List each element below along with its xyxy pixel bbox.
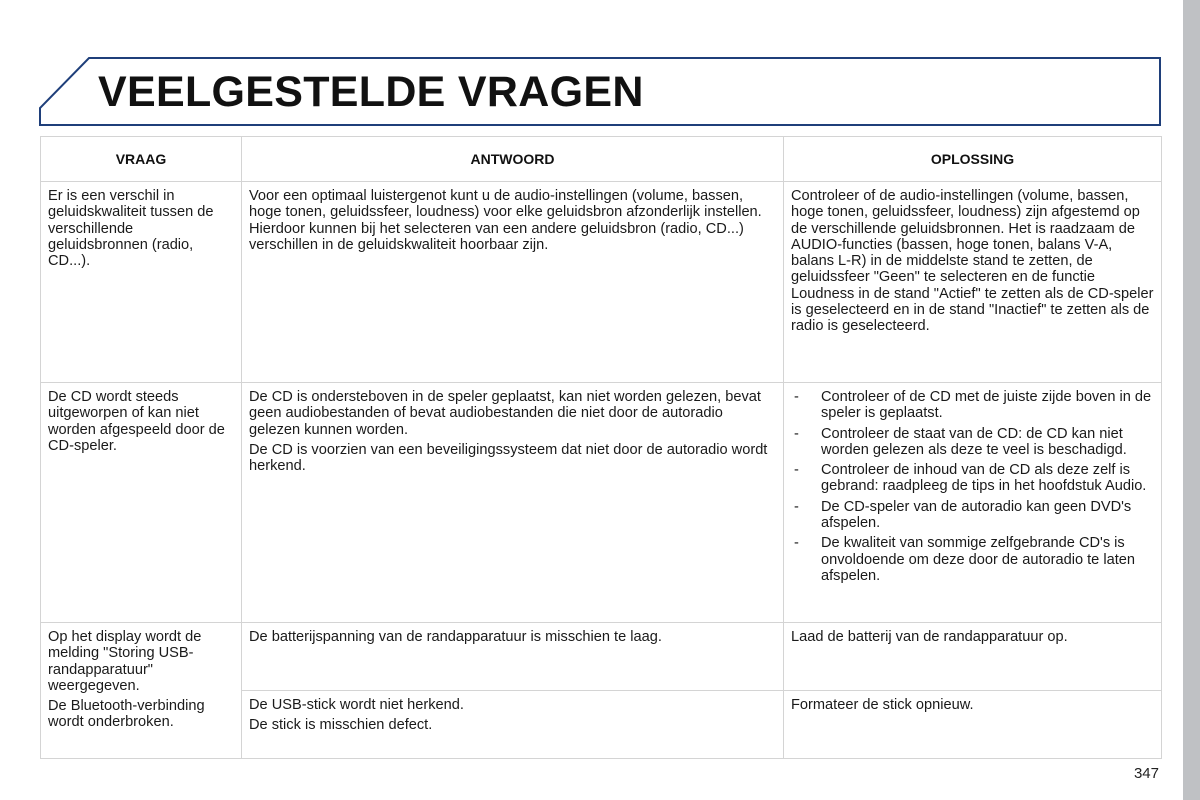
answer-text: Voor een optimaal luistergenot kunt u de audio-instellingen (volume, bassen, hoge tonen, geluidssfeer, loudness) voor elke geluidsbron afzonderlijk instellen. Hierdoor kunnen bij het selecteren van een andere geluidsbron (radio, CD...) verschillen in de geluidskwaliteit hoorbaar zijn. xyxy=(249,188,762,253)
solution-list xyxy=(791,389,1154,584)
solution-cell xyxy=(784,383,1162,623)
page-title: VEELGESTELDE VRAGEN xyxy=(98,68,644,116)
answer-text: De CD is voorzien van een beveiligingssysteem dat niet door de autoradio wordt herkend. xyxy=(249,441,768,475)
solution-cell xyxy=(784,623,1162,691)
answer-cell xyxy=(242,623,784,691)
solution-list-item: - Controleer of de CD met de juiste zijde boven in de speler is geplaatst. xyxy=(791,389,1154,422)
answer-text: De stick is misschien defect. xyxy=(249,717,433,734)
solution-text: Controleer of de audio-instellingen (volume, bassen, hoge tonen, geluidssfeer, loudness) zijn afgestemd op de verschillende geluidsbronnen. Het is raadzaam de AUDIO-functies (bassen, hoge tonen, balans V-A, balans L-R) in de middelste stand te zetten, de geluidssfeer "Geen" te selecteren en de functie Loudness in de stand "Actief" te zetten als de CD-speler is geselecteerd en in de stand "Inactief" te zetten als de radio is geselecteerd. xyxy=(791,188,1154,335)
page-number: 347 xyxy=(1133,765,1159,782)
question-cell xyxy=(41,182,242,383)
column-header-solution: OPLOSSING xyxy=(784,137,1162,182)
solution-list-item: - De kwaliteit van sommige zelfgebrande CD's is onvoldoende om deze door de autoradio te laten afspelen. xyxy=(791,535,1154,584)
table-row xyxy=(41,182,1162,383)
page-edge-tab xyxy=(1183,0,1200,800)
answer-cell xyxy=(242,182,784,383)
solution-list-item: - Controleer de staat van de CD: de CD kan niet worden gelezen als deze te veel is beschadigd. xyxy=(791,426,1154,459)
solution-list-item: - Controleer de inhoud van de CD als deze zelf is gebrand: raadpleeg de tips in het hoofdstuk Audio. xyxy=(791,462,1154,495)
question-text: Op het display wordt de melding "Storing USB-randapparatuur" weergegeven. xyxy=(48,629,202,694)
table-row xyxy=(41,383,1162,623)
answer-text: De batterijspanning van de randapparatuur is misschien te laag. xyxy=(249,629,662,645)
faq-table xyxy=(40,136,1162,759)
solution-cell xyxy=(784,182,1162,383)
table-header-row xyxy=(41,137,1162,182)
question-text: De CD wordt steeds uitgeworpen of kan niet worden afgespeeld door de CD-speler. xyxy=(48,389,225,454)
solution-text: Laad de batterij van de randapparatuur op. xyxy=(791,629,1068,645)
column-header-answer: ANTWOORD xyxy=(242,137,784,182)
question-cell xyxy=(41,383,242,623)
question-text: Er is een verschil in geluidskwaliteit tussen de verschillende geluidsbronnen (radio, CD...). xyxy=(48,188,214,270)
table-row xyxy=(41,623,1162,691)
answer-cell xyxy=(242,691,784,759)
solution-list-item: - De CD-speler van de autoradio kan geen DVD's afspelen. xyxy=(791,499,1154,532)
question-text: De Bluetooth-verbinding wordt onderbroken. xyxy=(48,698,205,731)
solution-text: Formateer de stick opnieuw. xyxy=(791,697,974,713)
question-cell xyxy=(41,623,242,759)
answer-text: De USB-stick wordt niet herkend. xyxy=(249,697,464,713)
solution-cell xyxy=(784,691,1162,759)
answer-text: De CD is ondersteboven in de speler geplaatst, kan niet worden gelezen, bevat geen audiobestanden of bevat audiobestanden die niet door de autoradio gelezen kunnen worden. xyxy=(249,389,761,438)
answer-cell xyxy=(242,383,784,623)
column-header-question: VRAAG xyxy=(41,137,242,182)
